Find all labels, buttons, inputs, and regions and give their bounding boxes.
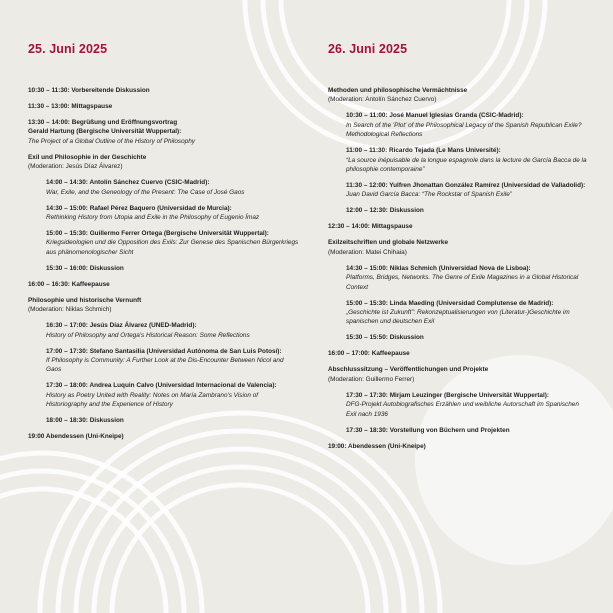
entry-talk-title: „Geschichte ist Zukunft”: Rekonzeptualisierungen von (Literatur-)Geschichte im spanischen und deutschen Exil xyxy=(346,309,570,326)
schedule-entry xyxy=(346,426,590,435)
entry-heading: 15:30 – 16:00: Diskussion xyxy=(46,264,124,272)
entry-heading: 10:30 – 11:00: José Manuel Iglesias Granda (CSIC-Madrid): xyxy=(346,112,524,120)
session-header xyxy=(28,153,300,172)
entry-heading: 14:00 – 14:30: Antolín Sánchez Cuervo (CSIC-Madrid): xyxy=(46,179,210,187)
schedule-entry xyxy=(46,264,300,273)
entry-talk-title: DFG-Projekt Autobiografisches Erzählen und weibliche Autorschaft im Spanischen Exil nach 1936 xyxy=(346,401,579,418)
entry-heading: 16:00 – 17:00: Kaffeepause xyxy=(328,350,410,358)
talk-entry xyxy=(46,347,300,375)
schedule-entry xyxy=(346,206,590,215)
schedule-entry xyxy=(328,442,590,451)
session-moderation: (Moderation: Jesús Díaz Álvarez) xyxy=(28,163,123,171)
entry-heading: 14:30 – 15:00: Niklas Schmich (Universidad Nova de Lisboa): xyxy=(346,264,531,272)
session-header xyxy=(328,86,590,105)
schedule-entry xyxy=(328,349,590,358)
schedule-entry xyxy=(28,86,300,95)
entry-heading: 14:30 – 15:00: Rafael Pérez Baquero (Universidad de Murcia): xyxy=(46,204,232,212)
entry-heading: 17:30 – 18:30: Vorstellung von Büchern und Projekten xyxy=(346,426,510,434)
session-header xyxy=(28,296,300,315)
entry-talk-title: In Search of the 'Plot' of the Philosophical Legacy of the Spanish Republican Exile? Methodological Reflections xyxy=(346,121,582,139)
entry-speaker: Gerald Hartung (Bergische Universität Wuppertal): xyxy=(28,128,182,136)
schedule-entry xyxy=(28,102,300,111)
entry-heading: 15:00 – 15:30: Linda Maeding (Universidad Complutense de Madrid): xyxy=(346,299,554,307)
entry-heading: 11:30 – 13:00: Mittagspause xyxy=(28,103,113,110)
talk-entry xyxy=(346,111,590,139)
session-moderation: (Moderation: Antolín Sánchez Cuervo) xyxy=(328,96,437,104)
entry-talk-title: Rethinking History from Utopia and Exile in the Philosophy of Eugenio Ímaz xyxy=(46,214,260,222)
entry-heading: 10:30 – 11:30: Vorbereitende Diskussion xyxy=(28,87,150,94)
session-title: Philosophie und historische Vernunft xyxy=(28,296,142,304)
entry-heading: 17:00 – 17:30: Stefano Santasilia (Universidad Autónoma de San Luis Potosí): xyxy=(46,347,282,355)
session-moderation: (Moderation: Niklas Schmich) xyxy=(28,306,112,314)
day-1-column xyxy=(28,42,300,448)
entry-talk-title: “La source inépuisable de la longue espagnole dans la lecture de García Bacca de la philosophie contemporaine” xyxy=(346,156,587,174)
entry-heading: 12:00 – 12:30: Diskussion xyxy=(346,207,424,215)
entry-heading: 18:00 – 18:30: Diskussion xyxy=(46,417,124,425)
session-header xyxy=(328,238,590,257)
entry-heading: 16:00 – 16:30: Kaffeepause xyxy=(28,280,110,288)
entry-talk-title: History of Philosophy and Ortega's Historical Reason: Some Reflections xyxy=(46,331,250,339)
talk-entry xyxy=(346,264,590,292)
entry-heading: 11:00 – 11:30: Ricardo Tejada (Le Mans Université): xyxy=(346,147,501,155)
talk-entry xyxy=(46,381,300,409)
session-title: Methoden und philosophische Vermächtnisse xyxy=(328,87,468,94)
talk-entry xyxy=(46,229,300,257)
talk-entry xyxy=(46,321,300,340)
session-header xyxy=(328,365,590,384)
entry-talk-title: War, Exile, and the Geneology of the Present: The Case of José Gaos xyxy=(46,188,245,196)
talk-entry xyxy=(346,181,590,200)
entry-heading: 11:30 – 12:00: Yulfren Jhonattan González Ramírez (Universidad de Valladolid): xyxy=(346,182,586,190)
session-title: Exil und Philosophie in der Geschichte xyxy=(28,153,147,161)
talk-entry xyxy=(346,299,590,327)
session-title: Exilzeitschriften und globale Netzwerke xyxy=(328,239,449,247)
schedule-entry xyxy=(28,118,300,146)
entry-talk-title: If Philosophy is Community: A Further Look at the Dis-Encounter Between Nicol and Gaos xyxy=(46,357,284,374)
entry-heading: 15:30 – 15:50: Diskussion xyxy=(346,334,424,342)
entry-talk-title: Kriegsideologien und die Opposition des Exils: Zur Genese des Spanischen Bürgerkriegs aus phänomenologischer Sicht xyxy=(46,239,299,256)
entry-heading: 19:00 Abendessen (Uni-Kneipe) xyxy=(28,433,124,441)
entry-heading: 15:00 – 15:30: Guillermo Ferrer Ortega (Bergische Universität Wuppertal): xyxy=(46,230,269,238)
entry-heading: 17:30 – 18:00: Andrea Luquin Calvo (Universidad Internacional de Valencia): xyxy=(46,382,277,390)
day-2-column xyxy=(328,42,590,458)
entry-heading: 12:30 – 14:00: Mittagspause xyxy=(328,223,413,231)
talk-entry xyxy=(346,146,590,174)
entry-heading: 17:30 – 17:30: Mirjam Leuzinger (Bergische Universität Wuppertal): xyxy=(346,391,550,399)
schedule-entry xyxy=(28,280,300,289)
session-title: Abschlusssitzung – Veröffentlichungen und Projekte xyxy=(328,366,489,374)
schedule-entry xyxy=(28,432,300,441)
entry-heading: 19:00: Abendessen (Uni-Kneipe) xyxy=(328,442,426,450)
talk-entry xyxy=(46,204,300,223)
session-moderation: (Moderation: Guillermo Ferrer) xyxy=(328,375,415,383)
session-moderation: (Moderation: Matei Chihaia) xyxy=(328,248,407,256)
day-2-title: 26. Juni 2025 xyxy=(328,42,408,56)
schedule-entry xyxy=(346,333,590,342)
entry-talk-title: Juan David García Bacca: “The Rockstar of Spanish Exile” xyxy=(346,191,512,199)
schedule-entry xyxy=(328,222,590,231)
schedule-entry xyxy=(46,416,300,425)
talk-entry xyxy=(46,178,300,197)
talk-entry xyxy=(346,391,590,419)
entry-talk-title: History as Poetry United with Reality: Notes on María Zambrano's Vision of Historiography and the Experience of History xyxy=(46,391,259,409)
entry-heading: 13:30 – 14:00: Begrüßung und Eröffnungsvortrag xyxy=(28,119,178,126)
entry-heading: 16:30 – 17:00: Jesús Díaz Álvarez (UNED-Madrid): xyxy=(46,322,197,330)
day-1-title: 25. Juni 2025 xyxy=(28,42,108,56)
entry-talk-title: Platforms, Bridges, Networks. The Genre of Exile Magazines in a Global Historical Context xyxy=(346,274,579,291)
entry-talk-title: The Project of a Global Outline of the History of Philosophy xyxy=(28,137,195,145)
